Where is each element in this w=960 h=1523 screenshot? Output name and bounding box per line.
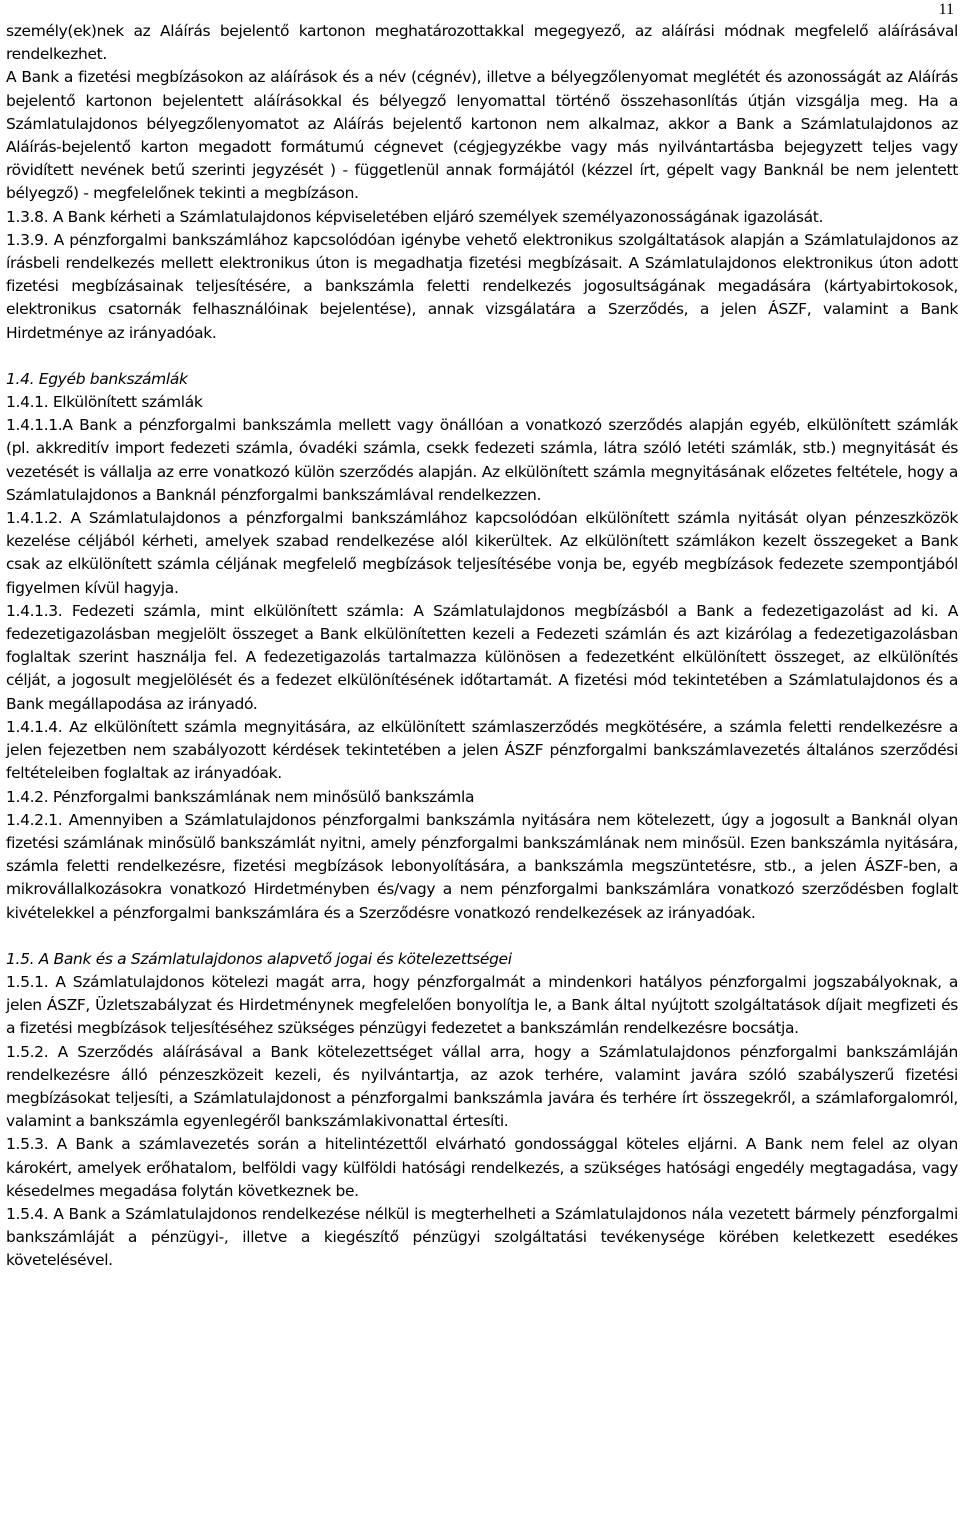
paragraph-1-5-2: 1.5.2. A Szerződés aláírásával a Bank kötelezettséget vállal arra, hogy a Számlatulajdonos pénzforgalmi bankszámláján rendelkezésre álló pénzeszközeit kezeli, és nyilvántartja, az azok terhére, valamint javára szóló szabályszerű fizetési megbízásokat teljesíti, a Számlatulajdonost a pénzforgalmi bankszámla javára és terhére írt összegekről, a számlaforgalomról, valamint a bankszámla egyenlegéről bankszámlakivonattal értesíti. (6, 1042, 958, 1131)
document-page (6, 0, 958, 1523)
subheading-1-4-2: 1.4.2. Pénzforgalmi bankszámlának nem minősülő bankszámla (6, 787, 475, 806)
document-body (6, 20, 958, 1273)
paragraph-1-4-1-2: 1.4.1.2. A Számlatulajdonos a pénzforgalmi bankszámlához kapcsolódóan elkülönített számla nyitását olyan pénzeszközök kezelése céljából kérheti, amelyek szabad rendelkezése alól kikerültek. Az elkülönített számlákon kezelt összegeket a Bank csak az elkülönített számla céljának megfelelő megbízások teljesítésébe vonja be, egyéb megbízások fedezete szempontjából figyelmen kívül hagyja. (6, 509, 958, 597)
spacer (6, 925, 958, 948)
paragraph-1-5-3: 1.5.3. A Bank a számlavezetés során a hitelintézettől elvárható gondossággal köteles eljárni. A Bank nem felel az olyan károkért, amelyek erőhatalom, belföldi vagy külföldi hatósági rendelkezés, a szükséges hatósági engedély megtagadása, vagy késedelmes megadása folytán következnek be. (6, 1135, 958, 1200)
paragraph-1-4-1-3: 1.4.1.3. Fedezeti számla, mint elkülönített számla: A Számlatulajdonos megbízásból a Bank a fedezetigazolást ad ki. A fedezetigazolásban megjelölt összeget a Bank elkülönítetten kezeli a Fedezeti számlán és azt kizárólag a fedezetigazolásban foglaltak szerint használja fel. A fedezetigazolás tartalmazza különösen a fedezetként elkülönített összeget, az elkülönítés célját, a jogosult megjelölését és a fedezet elkülönítésének időtartamát. A fizetési mód tekintetében a Számlatulajdonos és a Bank megállapodása az irányadó. (6, 601, 958, 713)
paragraph-1-4-2-1: 1.4.2.1. Amennyiben a Számlatulajdonos pénzforgalmi bankszámla nyitására nem kötelezett, úgy a jogosult a Banknál olyan fizetési számlának minősülő bankszámlát nyitni, amely pénzforgalmi bankszámlának nem minősül. Ezen bankszámla nyitására, számla feletti rendelkezésre, fizetési megbízások lebonyolítására, a bankszámla megszüntetésre, stb., a jelen ÁSZF-ben, a mikrovállalkozásokra vonatkozó Hirdetményben és/vagy a nem pénzforgalmi bankszámlára vonatkozó szerződésben foglalt kivételekkel a pénzforgalmi bankszámlára és a Szerződésre vonatkozó rendelkezések az irányadóak. (6, 810, 958, 922)
section-heading-1-4: 1.4. Egyéb bankszámlák (6, 369, 188, 388)
spacer (6, 345, 958, 368)
paragraph-1-4-1-4: 1.4.1.4. Az elkülönített számla megnyitására, az elkülönített számlaszerződés megkötésére, a számla feletti rendelkezésre a jelen fejezetben nem szabályozott kérdések tekintetében a jelen ÁSZF pénzforgalmi bankszámlavezetés általános szerződési feltételeiben foglaltak az irányadóak. (6, 717, 958, 783)
paragraph-signature-check: A Bank a fizetési megbízásokon az aláírások és a név (cégnév), illetve a bélyegzőlenyomat meglétét és azonosságát az Aláírás bejelentő kartonon bejelentett aláírásokkal és bélyegző lenyomattal történő összehasonlítás útján vizsgálja meg. Ha a Számlatulajdonos bélyegzőlenyomatot az Aláírás bejelentő kartonon nem alkalmaz, akkor a Bank a Számlatulajdonos az Aláírás-bejelentő karton megadott formátumú cégnevet (cégjegyzékbe vagy más nyilvántartásba bejegyzett teljes vagy rövidített nevének betű szerinti jegyzését ) - függetlenül annak formájától (kézzel írt, gépelt vagy Banknál be nem jelentett bélyegző) - megfelelőnek tekinti a megbízáson. (6, 68, 958, 203)
section-heading-1-5: 1.5. A Bank és a Számlatulajdonos alapvető jogai és kötelezettségei (6, 949, 512, 968)
paragraph-1-5-4: 1.5.4. A Bank a Számlatulajdonos rendelkezése nélkül is megterhelheti a Számlatulajdonos nála vezetett bármely pénzforgalmi bankszámláját a pénzügyi-, illetve a kiegészítő pénzügyi szolgáltatási tevékenysége körében keletkezett esedékes követelésével. (6, 1204, 958, 1270)
paragraph-signature-mode: személy(ek)nek az Aláírás bejelentő kartonon meghatározottakkal megegyező, az aláírási módnak megfelelő aláírásával rendelkezhet. (6, 22, 958, 64)
paragraph-1-5-1: 1.5.1. A Számlatulajdonos kötelezi magát arra, hogy pénzforgalmát a mindenkori hatályos pénzforgalmi jogszabályoknak, a jelen ÁSZF, Üzletszabályzat és Hirdetménynek megfelelően bonyolítja le, a Bank által nyújtott szolgáltatások díjait megfizeti és a fizetési megbízások teljesítéséhez szükséges pénzügyi fedezetet a bankszámlán rendelkezésre bocsátja. (6, 972, 958, 1038)
page-number: 11 (938, 1, 954, 18)
paragraph-1-4-1-1: 1.4.1.1.A Bank a pénzforgalmi bankszámla mellett vagy önállóan a vonatkozó szerződés alapján egyéb, elkülönített számlák (pl. akkreditív import fedezeti számla, óvadéki számla, csekk fedezeti számla, látra szóló letéti számlák, stb.) megnyitását és vezetését is vállalja az erre vonatkozó külön szerződés alapján. Az elkülönített számla megnyitásának előzetes feltétele, hogy a Számlatulajdonos a Banknál pénzforgalmi bankszámlával rendelkezzen. (6, 416, 958, 504)
subheading-1-4-1: 1.4.1. Elkülönített számlák (6, 393, 203, 412)
paragraph-1-3-8: 1.3.8. A Bank kérheti a Számlatulajdonos képviseletében eljáró személyek személyazonosságának igazolását. (6, 207, 824, 226)
paragraph-1-3-9: 1.3.9. A pénzforgalmi bankszámlához kapcsolódóan igénybe vehető elektronikus szolgáltatások alapján a Számlatulajdonos az írásbeli rendelkezés mellett elektronikus úton is megadhatja fizetési megbízásait. A Számlatulajdonos elektronikus úton adott fizetési megbízásainak teljesítésére, a bankszámla feletti rendelkezés jogosultságának megadására (kártyabirtokosok, elektronikus csatornák felhasználóinak bejelentése), annak vizsgálatára a Szerződés, a jelen ÁSZF, valamint a Bank Hirdetménye az irányadóak. (6, 230, 958, 342)
